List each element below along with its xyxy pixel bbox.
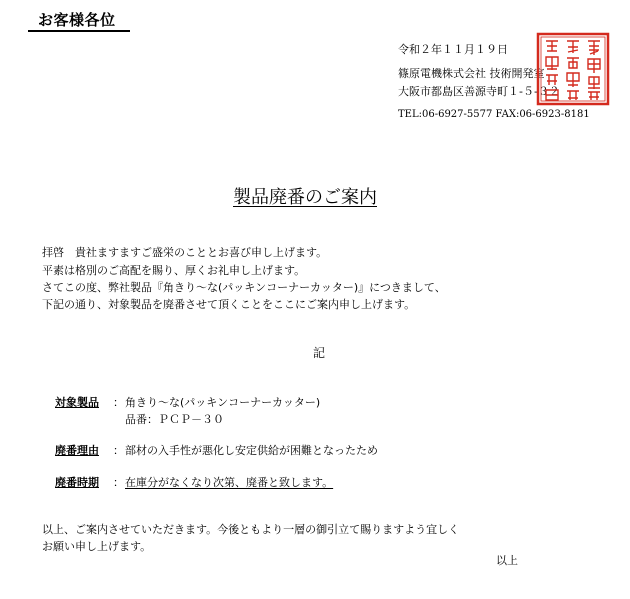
company-address: 大阪市都島区善源寺町１-５-３２ [398, 85, 560, 98]
company-name: 篠原電機株式会社 技術開発室 [398, 67, 545, 80]
issue-date: 令和２年１１月１９日 [398, 43, 508, 56]
body-line: 拝啓 貴社ますますご盛栄のこととお喜び申し上げます。 [42, 246, 328, 259]
product-name: 角きり〜な(パッキンコーナーカッター) [125, 396, 321, 409]
body-line: さてこの度、弊社製品『角きり〜な(パッキンコーナーカッター)』につきまして、 [42, 281, 446, 294]
timing-label: 廃番時期 [55, 476, 99, 489]
body-line: 下記の通り、対象製品を廃番させて頂くことをここにご案内申し上げます。 [42, 298, 416, 311]
document-title: 製品廃番のご案内 [233, 187, 377, 208]
ki-heading: 記 [313, 346, 326, 360]
timing-value: 在庫分がなくなり次第、廃番と致します。 [125, 476, 334, 489]
colon: ： [113, 396, 124, 409]
colon: ： [113, 476, 124, 489]
closing-line: 以上、ご案内させていただきます。今後ともより一層の御引立て賜りますよう宜しく [42, 523, 460, 536]
product-number: 品番：ＰＣＰ－３０ [125, 413, 224, 426]
colon: ： [113, 444, 124, 457]
closing-ijou: 以上 [496, 554, 518, 567]
addressee: お客様各位 [38, 11, 116, 29]
closing-line: お願い申し上げます。 [42, 540, 152, 553]
addressee-underline [28, 30, 130, 32]
reason-value: 部材の入手性が悪化し安定供給が困難となったため [125, 444, 378, 457]
company-seal-stamp [536, 32, 610, 106]
product-label: 対象製品 [55, 396, 99, 409]
contact-numbers: TEL:06-6927-5577 FAX:06-6923-8181 [398, 109, 590, 120]
body-line: 平素は格別のご高配を賜り、厚くお礼申し上げます。 [42, 264, 306, 277]
reason-label: 廃番理由 [55, 444, 99, 457]
